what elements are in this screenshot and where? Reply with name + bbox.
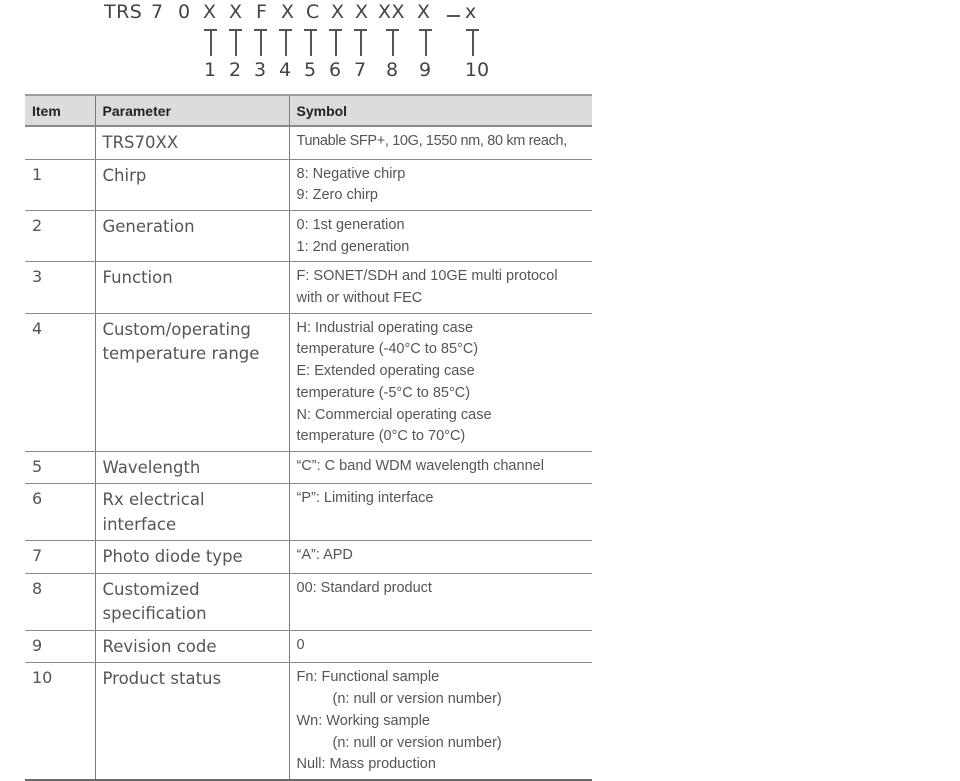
pn-char: X — [229, 1, 243, 23]
pn-position: 8 — [385, 59, 399, 81]
symbol-line: 8: Negative chirp — [296, 165, 406, 182]
symbol-cell — [289, 541, 592, 574]
symbol-line: 0: 1st generation — [296, 216, 405, 233]
pn-position: 5 — [303, 59, 317, 81]
pn-char: 7 — [151, 1, 164, 23]
parameter-cell: Custom/operating temperature range — [95, 313, 289, 451]
table-row — [25, 126, 592, 159]
pn-position: 6 — [328, 59, 342, 81]
item-cell: 3 — [25, 262, 95, 313]
symbol-line: (n: null or version number) — [332, 734, 502, 751]
pn-marker — [466, 29, 479, 56]
item-cell: 1 — [25, 159, 95, 210]
parameter-cell: Wavelength — [95, 451, 289, 484]
symbol-line: F: SONET/SDH and 10GE multi protocol — [296, 268, 558, 285]
symbol-line: temperature (-40°C to 85°C) — [296, 341, 479, 358]
symbol-line: 00: Standard product — [296, 579, 432, 596]
symbol-line: H: Industrial operating case — [296, 319, 474, 336]
symbol-line: temperature (-5°C to 85°C) — [296, 384, 471, 401]
part-number-diagram — [0, 0, 600, 90]
symbol-line: Fn: Functional sample — [296, 669, 440, 686]
pn-char: 0 — [178, 1, 191, 23]
parameter-cell: Photo diode type — [95, 541, 289, 574]
table-header-row — [25, 95, 592, 126]
pn-position: 3 — [253, 59, 267, 81]
symbol-line: Null: Mass production — [296, 756, 436, 773]
ordering-information-table — [25, 94, 592, 781]
symbol-line: N: Commercial operating case — [296, 406, 492, 423]
parameter-cell: Revision code — [95, 630, 289, 663]
pn-prefix: TRS — [104, 1, 143, 23]
table-row — [25, 159, 592, 210]
pn-char: XX — [378, 1, 406, 23]
table-row — [25, 313, 592, 451]
symbol-cell — [289, 159, 592, 210]
table-row — [25, 451, 592, 484]
parameter-cell: Customized specification — [95, 573, 289, 630]
table-row — [25, 484, 592, 541]
header-symbol: Symbol — [289, 95, 592, 126]
pn-position: 2 — [228, 59, 242, 81]
table-row — [25, 630, 592, 663]
pn-position: 9 — [418, 59, 432, 81]
symbol-line: 0 — [296, 636, 305, 653]
parameter-cell: Rx electrical interface — [95, 484, 289, 541]
item-cell: 2 — [25, 210, 95, 261]
pn-char: X — [355, 1, 369, 23]
table-row — [25, 541, 592, 574]
pn-char: F — [256, 1, 268, 23]
parameter-cell: Product status — [95, 663, 289, 780]
item-cell: 8 — [25, 573, 95, 630]
symbol-line: 9: Zero chirp — [296, 187, 378, 204]
pn-marker — [386, 29, 399, 56]
symbol-line: 1: 2nd generation — [296, 238, 410, 255]
parameter-cell: TRS70XX — [95, 126, 289, 159]
symbol-line: Tunable SFP+, 10G, 1550 nm, 80 km reach, — [296, 133, 567, 149]
pn-marker — [229, 29, 242, 56]
symbol-cell — [289, 630, 592, 663]
symbol-line: temperature (0°C to 70°C) — [296, 428, 466, 445]
symbol-cell — [289, 313, 592, 451]
pn-marker — [329, 29, 342, 56]
item-cell: 5 — [25, 451, 95, 484]
item-cell: 7 — [25, 541, 95, 574]
symbol-cell — [289, 126, 592, 159]
pn-marker — [254, 29, 267, 56]
item-cell: 4 — [25, 313, 95, 451]
table-row — [25, 262, 592, 313]
symbol-line: Wn: Working sample — [296, 712, 430, 729]
symbol-line: “A”: APD — [296, 547, 353, 564]
symbol-line: with or without FEC — [296, 290, 423, 307]
symbol-cell — [289, 451, 592, 484]
pn-marker — [354, 29, 367, 56]
pn-position: 1 — [203, 59, 217, 81]
item-cell: 9 — [25, 630, 95, 663]
pn-char: X — [331, 1, 345, 23]
symbol-line: E: Extended operating case — [296, 363, 475, 380]
item-cell: 10 — [25, 663, 95, 780]
header-parameter: Parameter — [95, 95, 289, 126]
symbol-cell — [289, 663, 592, 780]
pn-position: 7 — [353, 59, 367, 81]
pn-position: 10 — [464, 59, 490, 81]
symbol-cell — [289, 573, 592, 630]
pn-dash — [447, 15, 460, 17]
symbol-line: (n: null or version number) — [332, 691, 502, 708]
table-row — [25, 210, 592, 261]
pn-position: 4 — [278, 59, 292, 81]
table-row — [25, 573, 592, 630]
parameter-cell: Generation — [95, 210, 289, 261]
pn-char: X — [203, 1, 217, 23]
symbol-line: “C”: C band WDM wavelength channel — [296, 457, 544, 474]
pn-char: C — [306, 1, 320, 23]
header-item: Item — [25, 95, 95, 126]
pn-marker — [204, 29, 217, 56]
pn-marker — [279, 29, 292, 56]
symbol-cell — [289, 484, 592, 541]
pn-char: X — [281, 1, 295, 23]
symbol-line: “P”: Limiting interface — [296, 490, 434, 507]
pn-marker — [419, 29, 432, 56]
parameter-cell: Function — [95, 262, 289, 313]
parameter-cell: Chirp — [95, 159, 289, 210]
pn-char: x — [465, 1, 477, 23]
pn-marker — [304, 29, 317, 56]
item-cell — [25, 126, 95, 159]
symbol-cell — [289, 262, 592, 313]
item-cell: 6 — [25, 484, 95, 541]
pn-char: X — [417, 1, 431, 23]
table-row — [25, 663, 592, 780]
symbol-cell — [289, 210, 592, 261]
